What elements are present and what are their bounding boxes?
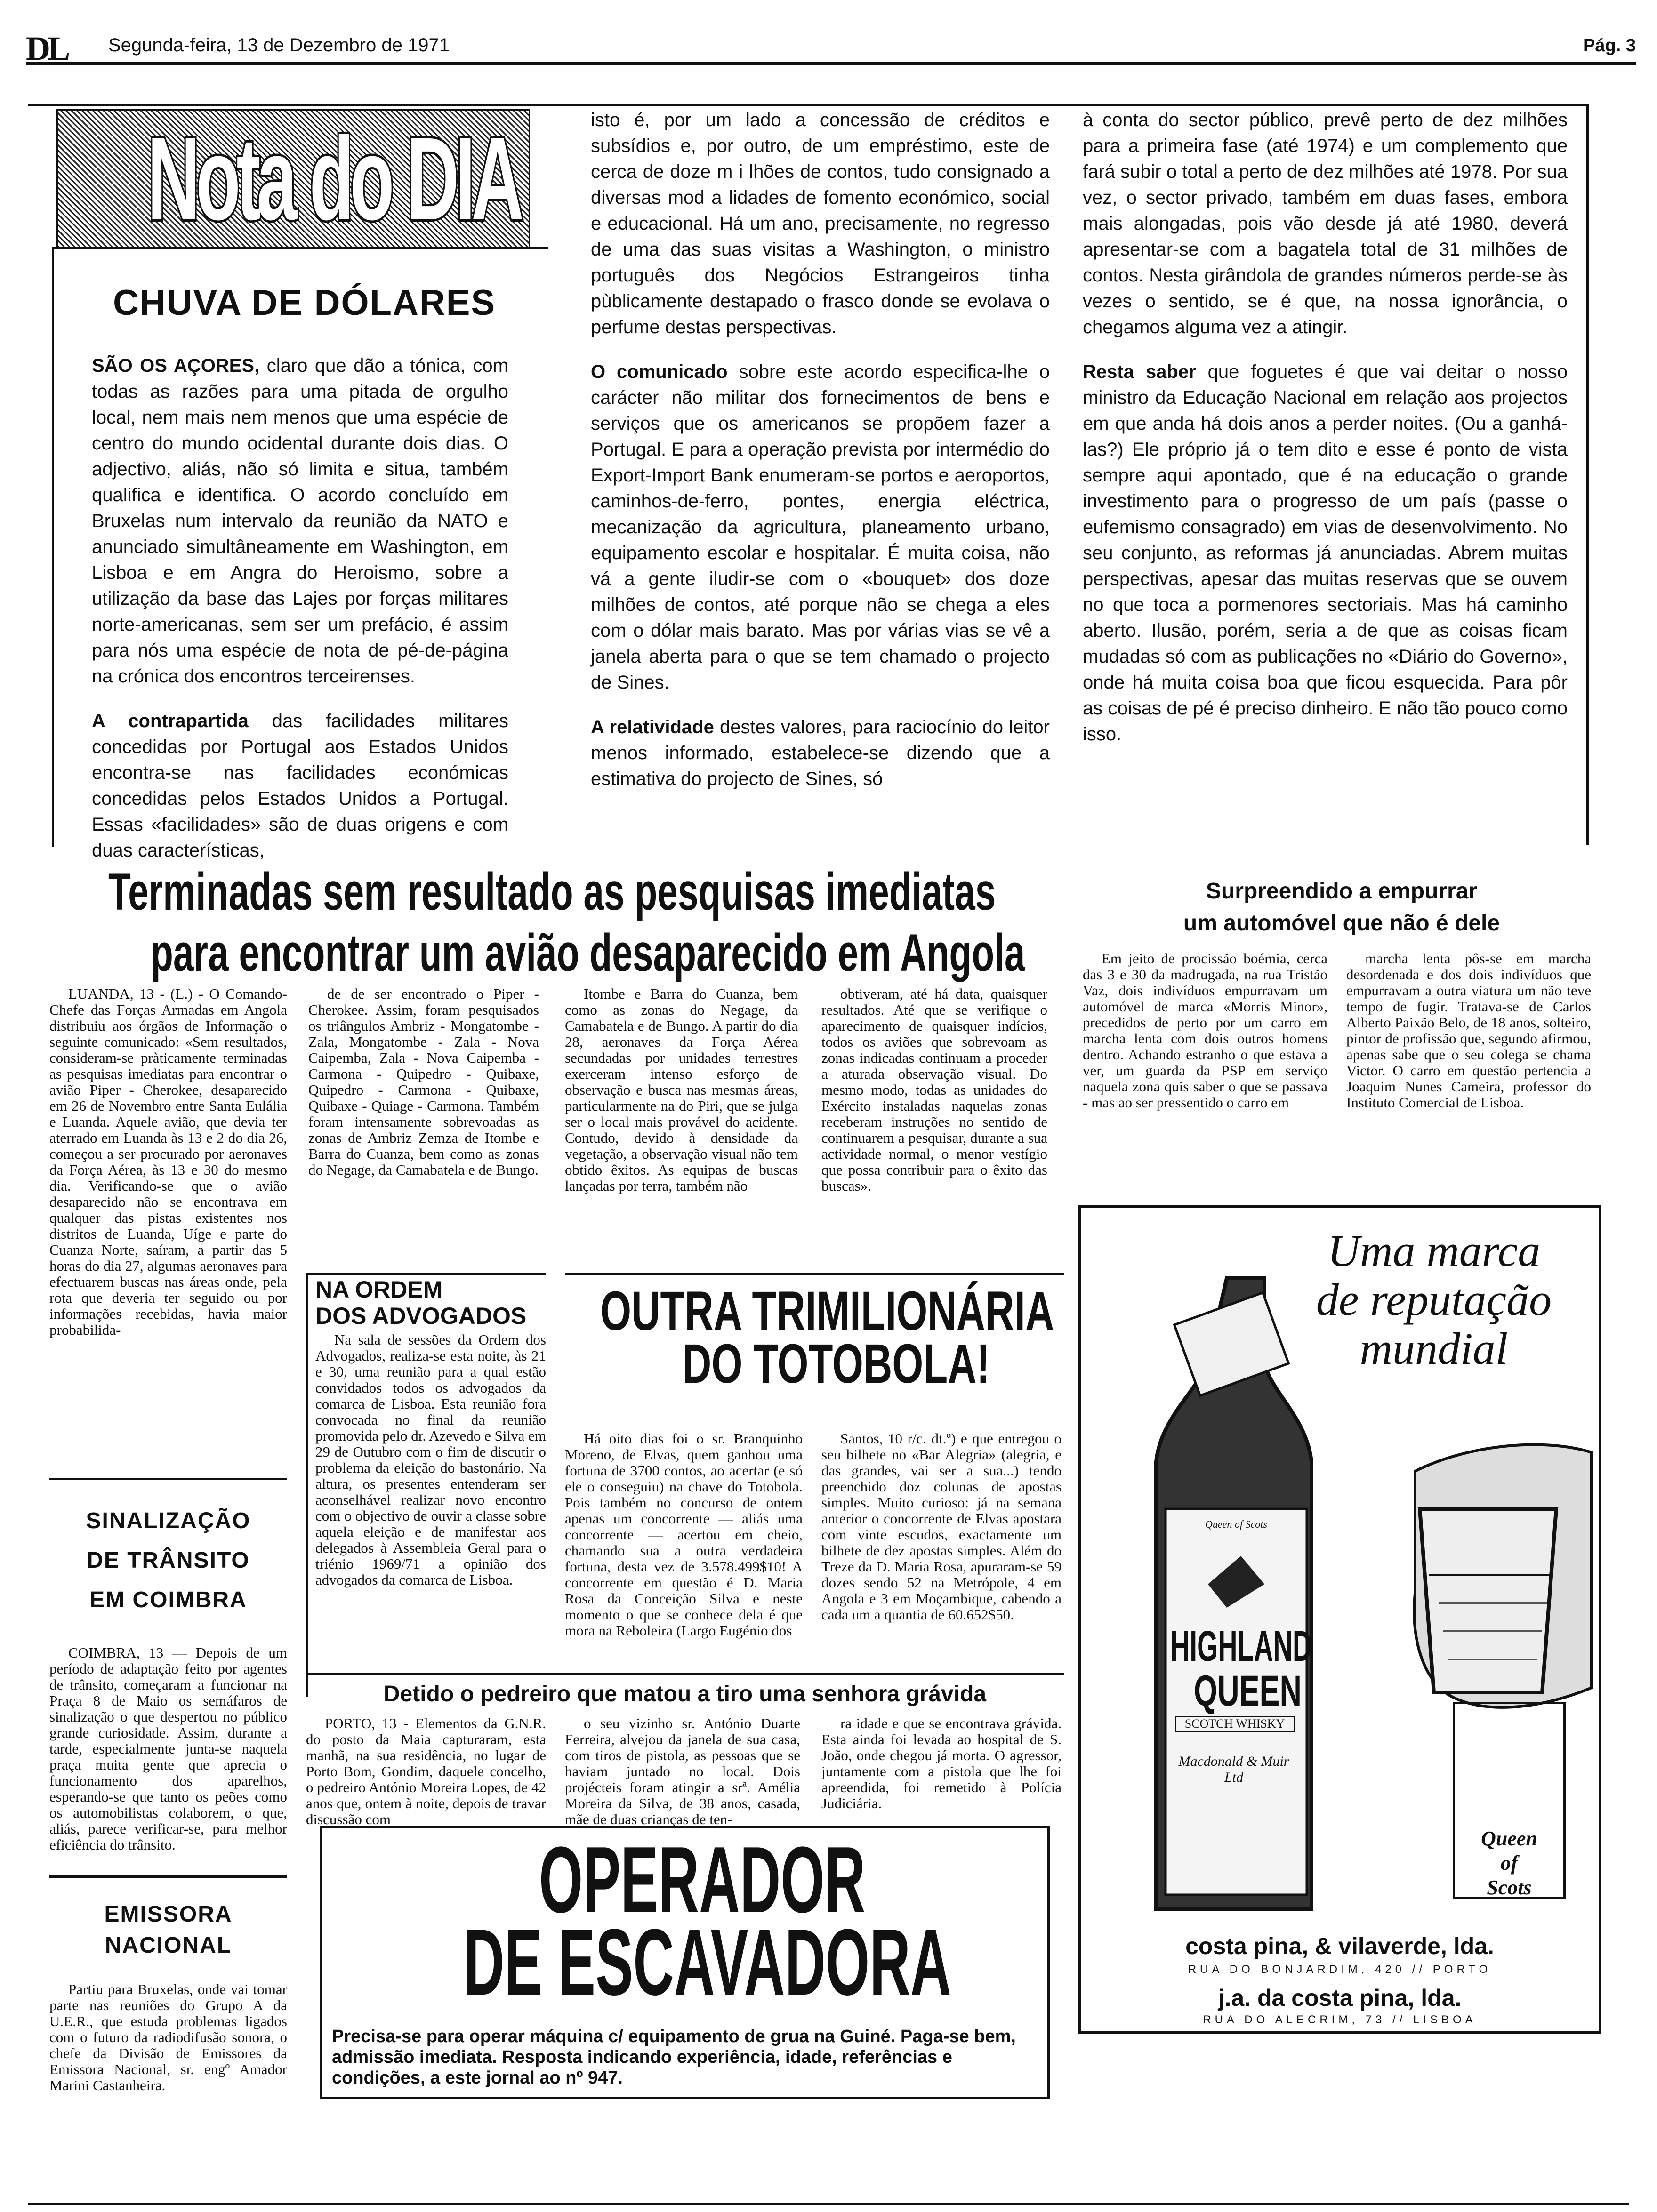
issue-date: Segunda-feira, 13 de Dezembro de 1971 [108, 35, 450, 56]
totobola-headline-1: OUTRA TRIMILIONÁRIA [600, 1280, 1054, 1342]
label-maker: Macdonald & Muir Ltd [1178, 1754, 1289, 1785]
sinalizacao-text: COIMBRA, 13 — Depois de um período de adaptação feito por agentes de trânsito, começaram a funcionar na Praça 8 de Maio os semáfaros de sinalização o que despertou no público grande curiosidade. Assim, durante a tarde, especialmente junta-se naquela praça muita gente que aprecia o funcionamento dos aparelhos, esperando-se que tanto os peões como os automobilistas colaborem, o que, aliás, parece verificar-se, para melhor eficiência do trânsito. [49, 1644, 287, 1853]
bottom-rule [28, 2203, 1629, 2205]
page-number: Pág. 3 [1583, 36, 1636, 56]
operador-headline-2: DE ESCAVADORA [464, 1910, 951, 2015]
whisky-ad [1078, 1205, 1601, 2034]
label-brand-2: QUEEN [1194, 1667, 1302, 1715]
pedreiro-column-2: o seu vizinho sr. António Duarte Ferreira, alvejou da janela de sua casa, com tiros de pistola, as pessoas que se haviam juntado no local. Dois projécteis foram atingir a srª. Amélia Moreira da Silva, de 38 anos, casada, mãe de duas crianças de ten- [565, 1715, 800, 1827]
queen-of-scots-seal: Queen of Scots [1453, 1702, 1566, 1899]
automovel-column-1: Em jeito de procissão boémia, cerca das 3 e 30 da madrugada, na rua Tristão Vaz, dois indivíduos empurravam um automóvel de marca «Morris Minor», precedidos de perto por um carro em marcha lenta com dois outros homens dentro. Achando estranho o que estava a ver, um guarda da PSP em serviço naquela zona quis saber o que se passava - mas ao ser pressentido o carro em [1083, 950, 1327, 1111]
divider [565, 1273, 1064, 1275]
angola-headline-1: Terminadas sem resultado as pesquisas imediatas [108, 862, 996, 921]
angola-column-1: LUANDA, 13 - (L.) - O Comando-Chefe das Forças Armadas em Angola distribuiu aos órgãos de Informação o seguinte comunicado: «Sem resultados, consideram-se pràticamente terminadas as pesquisas imediatas para encontrar o avião Piper - Cherokee, desaparecido em 26 de Novembro entre Santa Eulália e Luanda. Aquele avião, que devia ter aterrado em Luanda às 13 e 2 do dia 26, começou a ser procurado por aeronaves da Força Aérea, às 13 e 30 do mesmo dia. Verificando-se que o avião desaparecido não se encontrava em qualquer das pistas existentes nos distritos de Luanda, Uíge e parte do Cuanza Norte, saíram, a partir das 5 horas do dia 27, algumas aeronaves para efectuarem buscas nas áreas onde, pela rota que deveria ter seguido ou por informações recebidas, havia maior probabilida- [49, 986, 287, 1338]
divider [49, 1875, 287, 1878]
divider [306, 1273, 308, 1697]
glass-icon [1420, 1509, 1556, 1692]
totobola-column-2: Santos, 10 r/c. dt.º) e que entregou o seu bilhete no «Bar Alegria» (alegria, e das grandes, vai ser a sua...) tendo preenchido doz colunas de apostas simples. Muito curioso: já na semana anterior o concorrente de Elvas apostara com vinte escudos, exactamente um bilhete de dez apostas simples. Além do Treze da D. Maria Rosa, apuraram-se 59 dozes sendo 52 na Metrópole, 4 em Angola e 3 em Moçambique, cabendo a cada um a quantia de 60.652$50. [821, 1430, 1062, 1623]
divider [306, 1273, 546, 1275]
nota-column-3: à conta do sector público, prevê perto de dez milhões para a primeira fase (até 1974) e um complemento que fará subir o total a perto de dez milhões até 1978. Por sua vez, o sector privado, também em duas fases, embora mais alongadas, pois vão desde já até 1980, deverá apresentar-se com a bagatela total de 31 milhões de contos. Nesta girândola de grandes números perde-se às vezes o sentido, se é que, na nossa ignorância, o chegamos alguma vez a atingir. Resta saber que foguetes é que vai deitar o nosso ministro da Educação Nacional em relação aos projectos em que anda há dois anos a perder noites. (Ou a ganhá-las?) Ele próprio já o tem dito e esse é ponto de vista sempre aqui apontado, que é na educação o grande investimento para o progresso de um país (passe o eufemismo consagrado) em vias de desenvolvimento. No seu conjunto, as reformas já anunciadas. Abrem muitas perspectivas, apesar das muitas reservas que se ouvem no que toca a pormenores sectoriais. Mas há caminho aberto. Ilusão, porém, seria a de que as coisas ficam mudadas só com as publicações no «Diário do Governo», onde há muita coisa boa que ficou esquecida. Para pôr as coisas de pé é preciso dinheiro. E não tão pouco como isso. [1083, 110, 1568, 745]
pedreiro-headline: Detido o pedreiro que matou a tiro uma senhora grávida [383, 1682, 987, 1707]
angola-column-3: Itombe e Barra do Cuanza, bem como as zonas do Negage, da Camabatela e de Bungo. A partir do dia 28, aeronaves da Força Aérea secundadas por unidades terrestres exerceram intenso esforço de observação e busca nas mesmas áreas, particularmente na do Piri, que se julga ser o local mais provável do acidente. Contudo, devido à densidade da vegetação, a observação visual não tem obtido êxitos. As equipas de buscas lançadas por terra, também não [565, 986, 798, 1194]
pedreiro-column-1: PORTO, 13 - Elementos da G.N.R. do posto da Maia capturaram, esta manhã, na sua residência, no lugar de Porto Bom, Gondim, daquele concelho, o pedreiro António Moreira Lopes, de 42 anos que, ontem à noite, depois de travar discussão com [306, 1715, 546, 1827]
operador-text: Precisa-se para operar máquina c/ equipamento de grua na Guiné. Paga-se bem, admissão imediata. Resposta indicando experiência, idade, referências e condições, a este jornal ao nº 947. [332, 2027, 1016, 2088]
nota-do-dia-logo: Nota do DIA [56, 109, 530, 248]
automovel-headline: Surpreendido a empurrar um automóvel que não é dele [1183, 879, 1500, 936]
advogados-text: Na sala de sessões da Ordem dos Advogados, realiza-se esta noite, às 21 e 30, uma reunião para a qual estão convidados todos os advogados da comarca de Lisboa. Esta reunião fora convocada no final da reunião promovida pelo dr. Azevedo e Silva em 29 de Outubro com o fim de discutir o problema da eleição do bastonário. Na altura, os presentes entenderam ser aconselhável realizar novo encontro com o objectivo de ouvir a classe sobre aquela eleição e de manifestar aos delegados à Assembleia Geral para o triénio 1969/71 a opinião dos advogados da comarca de Lisboa. [315, 1331, 546, 1588]
operador-headline-1: OPERADOR [539, 1827, 866, 1932]
divider [49, 1478, 287, 1480]
nota-column-1: SÃO OS AÇORES, claro que dão a tónica, com todas as razões para uma pitada de orgulho local, nem mais nem menos que uma espécie de centro do mundo ocidental durante dois dias. O adjectivo, aliás, não só limita e situa, também qualifica e identifica. O acordo concluído em Bruxelas num intervalo da reunião da NATO e anunciado simultâneamente em Washington, em Lisboa e em Angra do Heroismo, sobre a utilização da base das Lajes por forças militares norte-americanas, sem ser um prefácio, é assim para nós uma espécie de nota de pé-de-página na crónica dos encontros terceirenses. A contrapartida das facilidades militares concedidas por Portugal aos Estados Unidos encontra-se nas facilidades económicas concedidas pelos Estados Unidos a Portugal. Essas «facilidades» são de duas origens e com duas características, [92, 355, 508, 861]
newspaper-logo: DL [26, 30, 68, 67]
nota-column-2: isto é, por um lado a concessão de créditos e subsídios e, por outro, de um empréstimo, este de cerca de doze m i lhões de contos, tudo consignado a diversas mod a lidades de fomento económico, social e educacional. Há um ano, precisamente, no regresso de uma das suas visitas a Washington, o ministro português dos Negócios Estrangeiros tinha pùblicamente destapado o frasco donde se evolava o perfume destas perspectivas. O comunicado sobre este acordo especifica-lhe o carácter não militar dos fornecimentos de bens e serviços que os americanos se propõem fazer a Portugal. E para a operação prevista por intermédio do Export-Import Bank enumeram-se portos e aeroportos, caminhos-de-ferro, pontes, energia eléctrica, mecanização da agricultura, planeamento urbano, equipamento escolar e hospitalar. É muita coisa, não vá a gente iludir-se com o «bouquet» dos doze milhões de contos, até porque não se chega a eles com o dólar mais barato. Mas por várias vias se vê a janela aberta para o que se tem chamado o projecto de Sines. A relatividade destes valores, para raciocínio do leitor menos informado, estabelece-se dizendo que a estimativa do projecto de Sines, só [591, 110, 1050, 789]
distributor-2-address: RUA DO ALECRIM, 73 // LISBOA [1203, 2013, 1477, 2026]
angola-headline-2: para encontrar um avião desaparecido em Angola [151, 923, 1025, 982]
totobola-column-1: Há oito dias foi o sr. Branquinho Moreno, de Elvas, quem ganhou uma fortuna de 3700 contos, ao acertar (e só ele o conseguiu) na chave do Totobola. Pois também no concurso de ontem apenas um concorrente — aliás uma concorrente — acertou em cheio, chamando sua a outra verdadeira fortuna, desta vez de 3.578.499$10! A concorrente em questão é D. Maria Rosa da Conceição Silva e neste momento o que se conhece dela é que mora na Reboleira (Largo Eugénio dos [565, 1430, 803, 1639]
article-title: CHUVA DE DÓLARES [113, 283, 496, 323]
angola-column-2: de de ser encontrado o Piper - Cherokee. Assim, foram pesquisados os triângulos Ambriz - Mongatombe - Zala, Mongatombe - Zala - Nova Caipemba, Zala - Nova Caipemba - Carmona - Quipedro - Quibaxe, Quipedro - Carmona - Quibaxe, Quibaxe - Quiage - Carmona. Também foram intensamente sobrevoadas as zonas de Ambriz Zemza de Itombe e Barra do Cuanza, bem como as zonas do Negage, da Camabatela e de Bungo. [308, 986, 539, 1178]
masthead [26, 29, 1636, 65]
label-top: Queen of Scots [1205, 1518, 1267, 1530]
label-type: SCOTCH WHISKY [1175, 1716, 1295, 1732]
angola-column-4: obtiveram, até há data, quaisquer resultados. Até que se verifique o aparecimento de quaisquer indícios, todos os aviões que sobrevoam as zonas indicadas continuam a proceder a aturada observação visual. Do mesmo modo, todas as unidades do Exército instaladas naquelas zonas receberam instruções no sentido de continuarem a pesquisar, durante a sua actividade normal, o menor vestígio que possa contribuir para o êxito das buscas». [821, 986, 1047, 1194]
ad-slogan: Uma marca de reputação mundial [1316, 1226, 1552, 1374]
advogados-headline: NA ORDEM DOS ADVOGADOS [315, 1276, 527, 1329]
emissora-headline: EMISSORA NACIONAL [104, 1902, 233, 1958]
emissora-text: Partiu para Bruxelas, onde vai tomar parte nas reuniões do Grupo A da U.E.R., que estuda problemas ligados com o futuro da radiodifusão sonora, o chefe da Divisão de Emissores da Emissora Nacional, sr. engº Amador Marini Castanheira. [49, 1981, 287, 2093]
label-brand-1: HIGHLAND [1170, 1622, 1312, 1670]
sinalizacao-headline: SINALIZAÇÃO DE TRÂNSITO EM COIMBRA [86, 1508, 251, 1612]
distributor-1: costa pina, & vilaverde, lda. [1185, 1933, 1494, 1959]
operador-ad [320, 1826, 1050, 2099]
automovel-column-2: marcha lenta pôs-se em marcha desordenada e dos dois indivíduos que empurravam a outra viatura um não teve tempo de fugir. Tratava-se de Carlos Alberto Paixão Belo, de 18 anos, solteiro, pintor de profissão que, segundo afirmou, apenas sabe que o seu colega se chama Victor. O carro em questão pertencia a Joaquim Nunes Cameira, professor do Instituto Comercial de Lisboa. [1346, 950, 1591, 1111]
divider [306, 1673, 1064, 1675]
distributor-2: j.a. da costa pina, lda. [1218, 1985, 1462, 2011]
totobola-headline-2: DO TOTOBOLA! [683, 1333, 990, 1395]
distributor-1-address: RUA DO BONJARDIM, 420 // PORTO [1188, 1963, 1492, 1976]
pedreiro-column-3: ra idade e que se encontrava grávida. Esta ainda foi levada ao hospital de S. João, onde chegou já morta. O agressor, juntamente com a pistola que lhe foi apreendida, foi remetido à Polícia Judiciária. [821, 1715, 1062, 1811]
